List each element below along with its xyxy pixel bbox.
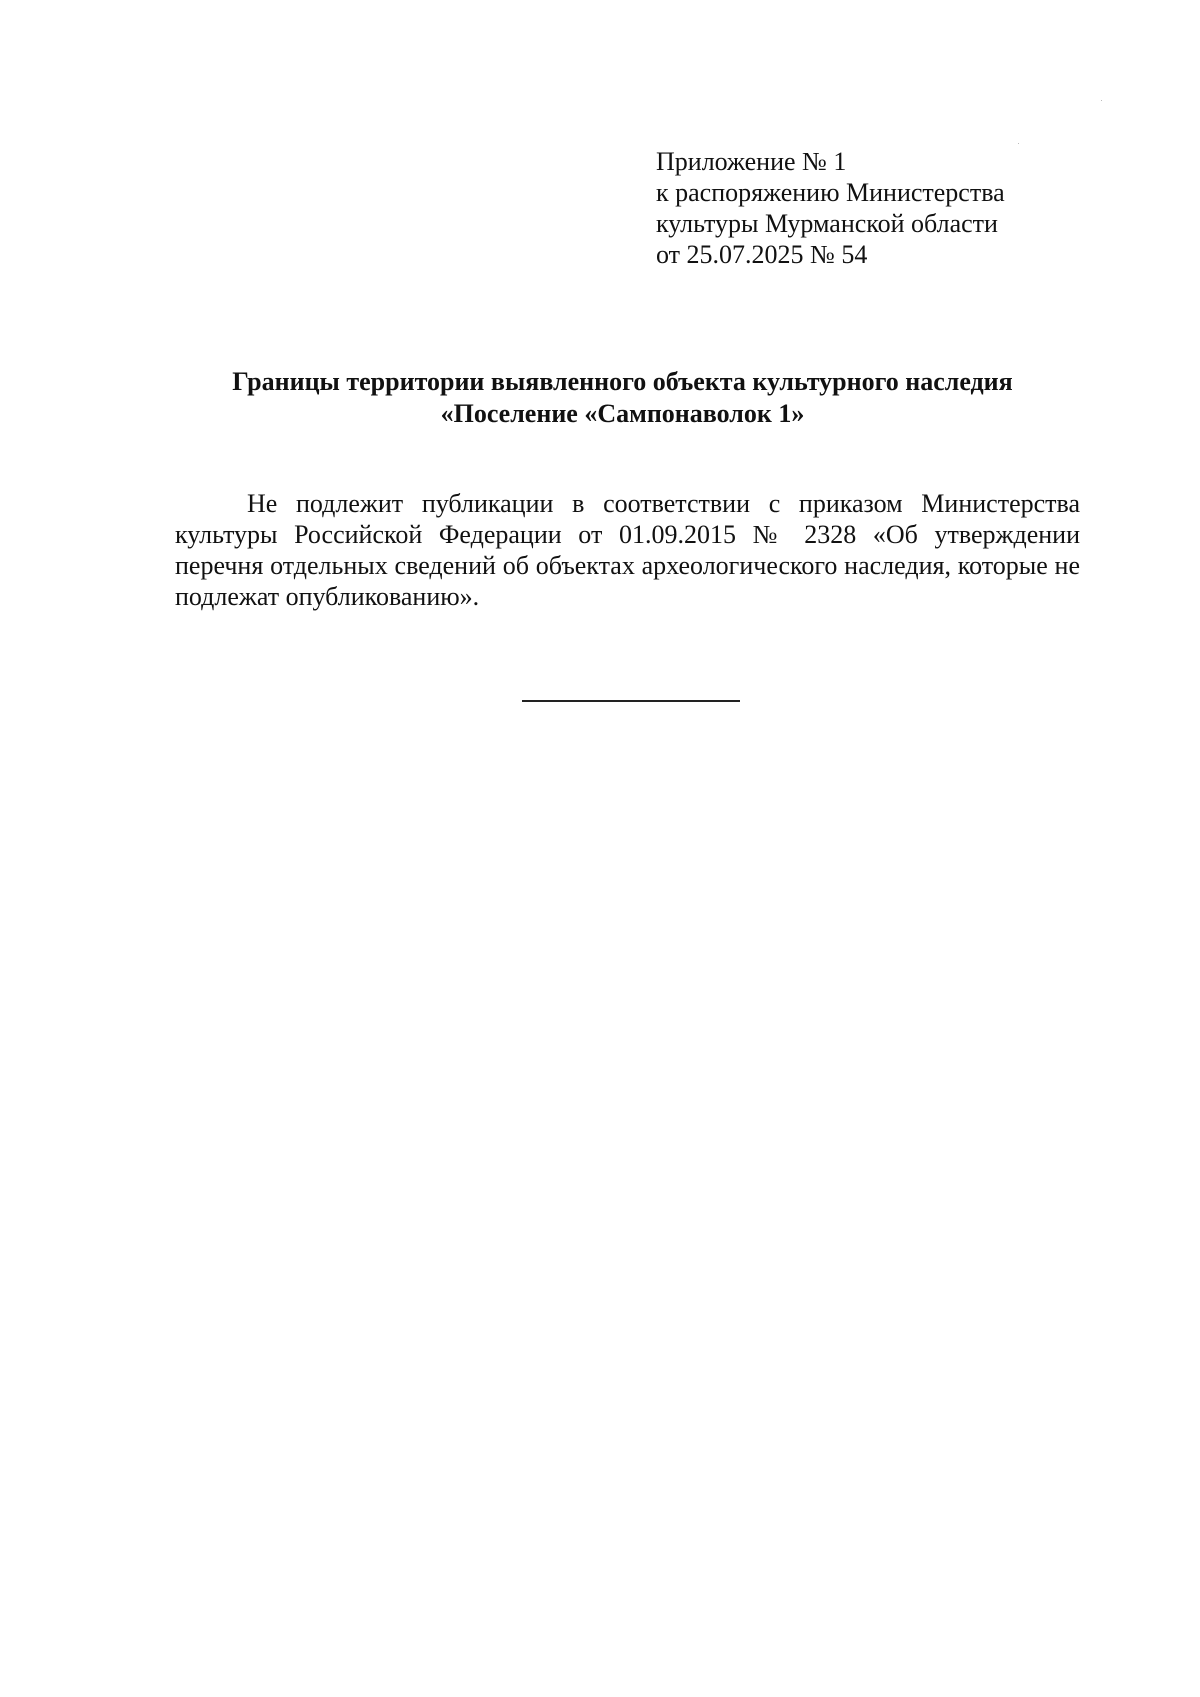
title-line-2: «Поселение «Сампонаволок 1» <box>440 399 805 428</box>
appendix-ministry: культуры Мурманской области <box>656 209 998 238</box>
appendix-date-number: от 25.07.2025 № 54 <box>656 240 868 269</box>
scan-artifact <box>1018 143 1019 144</box>
document-title <box>170 366 1075 430</box>
closing-divider <box>522 700 740 702</box>
scan-artifact <box>1101 100 1102 101</box>
title-line-1: Границы территории выявленного объекта культурного наследия <box>232 367 1013 396</box>
appendix-order-ref: к распоряжению Министерства <box>656 178 1005 207</box>
appendix-header <box>656 146 1076 270</box>
appendix-number: Приложение № 1 <box>656 147 847 176</box>
body-paragraph: Не подлежит публикации в соответствии с приказом Министерства культуры Российской Федерации от 01.09.2015 № 2328 «Об утверждении перечня отдельных сведений об объектах археологического наследия, которые не подлежат опубликованию». <box>175 489 1080 611</box>
